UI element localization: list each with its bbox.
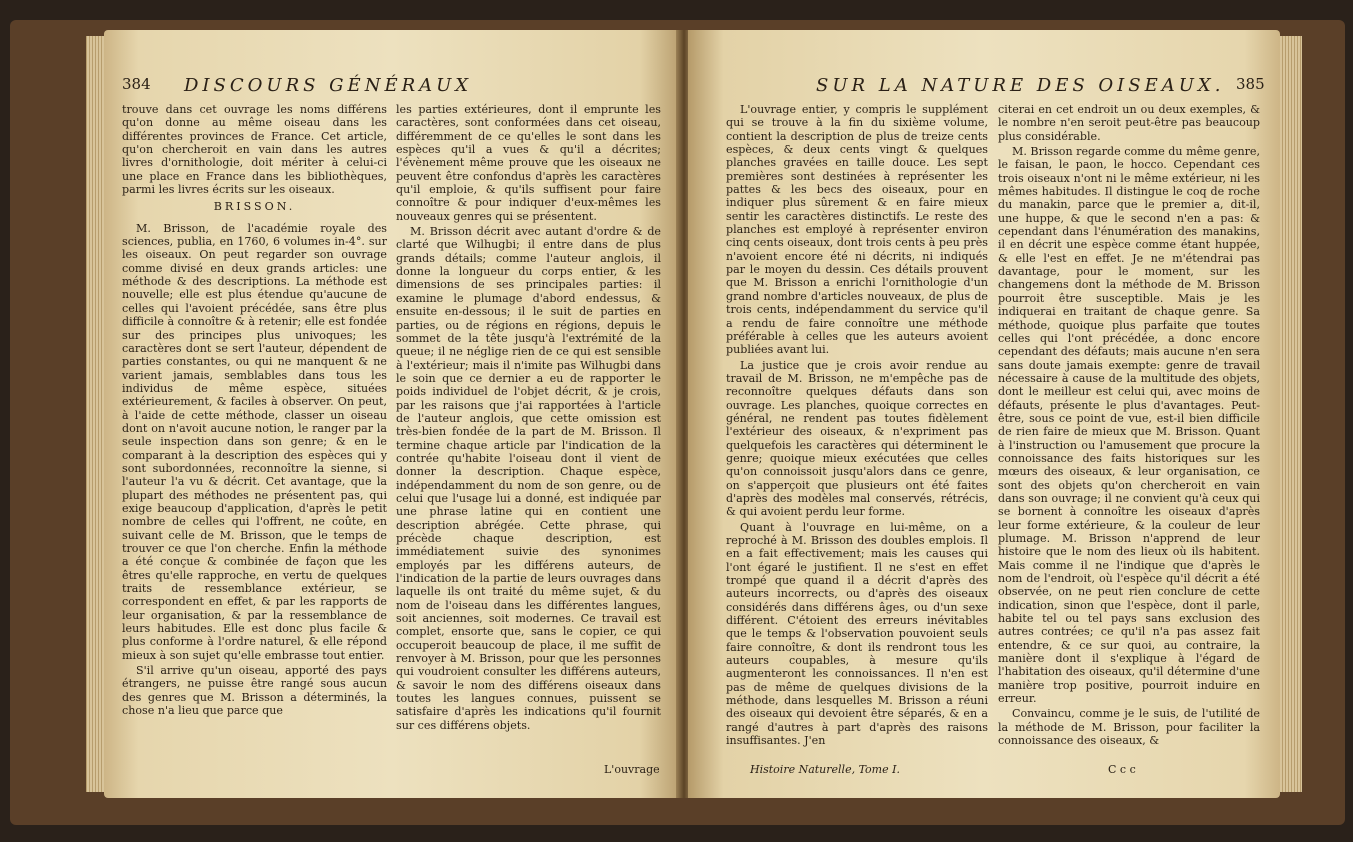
paragraph: La justice que je crois avoir rendue au travail de M. Brisson, ne m'empêche pas de reconnoître quelques défauts dans son ouvrage. Les planches, quoique correctes en général, ne rendent pas toutes fidèlement l'extérieur des oiseaux, & n'expriment pas quelquefois les caractères qui déterminent le genre; quoique mieux exécutées que celles qu'on connoissoit jusqu'alors dans ce genre, on s'apperçoit que plusieurs ont été faites d'après des modèles mal conservés, rétrécis, & qui avoient perdu leur forme. (726, 358, 988, 519)
paragraph: M. Brisson, de l'académie royale des sciences, publia, en 1760, 6 volumes in-4°. sur les oiseaux. On peut regarder son ouvrage comme divisé en deux grands articles: une méthode & des descriptions. La méthode est nouvelle; elle est plus étendue qu'aucune de celles qui l'avoient précédée, sans être plus difficile à connoître & à retenir; elle est fondée sur des principes plus univoques; les caractères dont se sert l'auteur, dépendent de parties constantes, ou qui ne manquent & ne varient jamais, semblables dans tous les individus de même espèce, situées extérieurement, & faciles à observer. On peut, à l'aide de cette méthode, classer un oiseau dont on n'avoit aucune notion, le ranger par la seule inspection dans son genre; & en le comparant à la description des espèces qui y sont subordonnées, reconnoître la sienne, si l'auteur l'a vu & décrit. Cet avantage, que la plupart des méthodes ne présentent pas, qui exige beaucoup d'application, d'après le petit nombre de celles qui l'offrent, ne coûte, en suivant celle de M. Brisson, que le temps de trouver ce que l'on cherche. Enfin la méthode a été conçue & combinée de façon que les êtres qu'elle rapproche, en vertu de quelques traits de ressemblance extérieur, se correspondent en effet, & par les rapports de leur organisation, & par la ressemblance de leurs habitudes. Elle est donc plus facile & plus conforme à l'ordre naturel, & elle répond mieux à son sujet qu'elle embrasse tout entier. (122, 221, 387, 662)
left-page-edges (86, 36, 104, 792)
right-page-edges (1280, 36, 1302, 792)
paragraph: trouve dans cet ouvrage les noms différens qu'on donne au même oiseau dans les différentes provinces de France. Cet article, qu'on chercheroit en vain dans les autres livres d'ornithologie, doit mériter à celui-ci une place en France dans les bibliothèques, parmi les livres écrits sur les oiseaux. (122, 103, 387, 197)
right-page (688, 30, 1280, 798)
left-page (104, 30, 680, 798)
running-head: SUR LA NATURE DES OISEAUX. (816, 75, 1225, 96)
text-column-1 (122, 103, 387, 763)
paragraph: M. Brisson regarde comme du même genre, le faisan, le paon, le hocco. Cependant ces trois oiseaux n'ont ni le même extérieur, ni les mêmes habitudes. Il distingue le coq de roche du manakin, parce que le premier a, dit-il, une huppe, & que le second n'en a pas: & cependant dans l'énumération des manakins, il en décrit une espèce comme étant huppée, & elle l'est en effet. Je ne m'étendrai pas davantage, pour le moment, sur les changemens dont la méthode de M. Brisson pourroit être susceptible. Mais je les indiquerai en traitant de chaque genre. Sa méthode, quoique plus parfaite que toutes celles qui l'ont précédée, a donc encore cependant des défauts; mais aucune n'en sera sans doute jamais exempte: genre de travail nécessaire à cause de la multitude des objets, dont le meilleur est celui qui, avec moins de défauts, présente le plus d'avantages. Peut-être, sous ce point de vue, est-il bien difficile de rien faire de mieux que M. Brisson. Quant à l'instruction ou l'amusement que procure la connoissance des faits historiques sur les mœurs des oiseaux, & leur organisation, ce sont des objets qu'on chercheroit en vain dans son ouvrage; il ne convient qu'à ceux qui se bornent à connoître les oiseaux d'après leur forme extérieure, & la couleur de leur plumage. M. Brisson n'apprend de leur histoire que le nom des lieux où ils habitent. Mais comme il ne l'indique que d'après le nom de l'endroit, où l'espèce qu'il décrit a été observée, on ne peut rien conclure de cette indication, sinon que l'espèce, dont il parle, habite tel ou tel pays sans exclusion des autres contrées; ce qu'il n'a pas assez fait entendre, & ce sur quoi, au contraire, la manière dont il s'explique à l'égard de l'habitation des oiseaux, qu'il détermine d'une manière trop positive, pourroit induire en erreur. (998, 145, 1260, 706)
footer-title: Histoire Naturelle, Tome I. (750, 763, 900, 776)
paragraph: citerai en cet endroit un ou deux exemples, & le nombre n'en seroit peut-être pas beaucoup plus considérable. (998, 103, 1260, 143)
text-column-2 (396, 103, 661, 763)
text-column-1 (726, 103, 988, 763)
paragraph: S'il arrive qu'un oiseau, apporté des pays étrangers, ne puisse être rangé sous aucun des genres que M. Brisson a déterminés, la chose n'a lieu que parce que (122, 664, 387, 718)
paragraph: M. Brisson décrit avec autant d'ordre & de clarté que Wilhugbi; il entre dans de plus grands détails; comme l'auteur anglois, il donne la longueur du corps entier, & les dimensions de ses principales parties: il examine le plumage d'abord endessus, & ensuite en-dessous; il le suit de parties en parties, ou de régions en régions, depuis le sommet de la tête jusqu'à l'extrémité de la queue; il ne néglige rien de ce qui est sensible à l'extérieur; mais il n'imite pas Wilhugbi dans le soin que ce dernier a eu de rapporter le poids individuel de l'objet décrit, & je crois, par les raisons que j'ai rapportées à l'article de l'auteur anglois, que cette omission est très-bien fondée de la part de M. Brisson. Il termine chaque article par l'indication de la contrée qu'habite l'oiseau dont il vient de donner la description. Chaque espèce, indépendamment du nom de son genre, ou de celui que l'usage lui a donné, est indiquée par une phrase latine qui en contient une description abrégée. Cette phrase, qui précède chaque description, est immédiatement suivie des synonimes employés par les différens auteurs, de l'indication de la partie de leurs ouvrages dans laquelle ils ont traité du même sujet, & du nom de l'oiseau dans les différentes langues, soit anciennes, soit modernes. Ce travail est complet, ensorte que, sans le copier, ce qui occuperoit beaucoup de place, il me suffit de renvoyer à M. Brisson, pour que les personnes qui voudroient consulter les différens auteurs, & savoir le nom des différens oiseaux dans toutes les langues connues, puissent se satisfaire d'après les indications qu'il fournit sur ces différens objets. (396, 225, 661, 732)
page-number: 385 (1236, 75, 1265, 93)
signature-mark: C c c (1108, 763, 1136, 776)
page-number: 384 (122, 75, 151, 93)
running-head: DISCOURS GÉNÉRAUX (184, 75, 473, 96)
paragraph: L'ouvrage entier, y compris le supplément qui se trouve à la fin du sixième volume, contient la description de plus de treize cents espèces, & deux cents vingt & quelques planches gravées en taille douce. Les sept premières sont destinées à représenter les pattes & les becs des oiseaux, pour en indiquer plus sûrement & en faire mieux sentir les caractères distinctifs. Le reste des planches est employé à représenter environ cinq cents oiseaux, dont trois cents à peu près n'avoient encore été ni décrits, ni indiqués par le moyen du dessin. Ces détails prouvent que M. Brisson a enrichi l'ornithologie d'un grand nombre d'articles nouveaux, de plus de trois cents, indépendamment du service qu'il a rendu de faire connoître une méthode préférable à celles que les auteurs avoient publiées avant lui. (726, 103, 988, 357)
paragraph: les parties extérieures, dont il emprunte les caractères, sont conformées dans cet oiseau, différemment de ce qu'elles le sont dans les espèces qu'il a vues & qu'il a décrites; l'évènement même prouve que les oiseaux ne peuvent être confondus d'après les caractères qu'il emploie, & qu'ils suffisent pour faire connoître & pour indiquer d'eux-mêmes les nouveaux genres qui se présentent. (396, 103, 661, 223)
paragraph: Quant à l'ouvrage en lui-même, on a reproché à M. Brisson des doubles emplois. Il en a fait effectivement; mais les causes qui l'ont égaré le justifient. Il ne s'est en effet trompé que quand il a décrit d'après des auteurs incorrects, ou d'après des oiseaux considérés dans différens âges, ou d'un sexe différent. C'étoient des erreurs inévitables que le temps & l'observation pouvoient seuls faire connoître, & dont ils rendront tous les auteurs coupables, à mesure qu'ils augmenteront les connoissances. Il n'en est pas de même de quelques divisions de la méthode, dans lesquelles M. Brisson a réuni des oiseaux qui devoient être séparés, & en a rangé d'autres à part d'après des raisons insuffisantes. J'en (726, 520, 988, 748)
catchword: L'ouvrage (604, 763, 660, 776)
section-heading: BRISSON. (213, 200, 296, 214)
text-column-2 (998, 103, 1260, 763)
paragraph: Convaincu, comme je le suis, de l'utilité de la méthode de M. Brisson, pour faciliter la connoissance des oiseaux, & (998, 707, 1260, 748)
